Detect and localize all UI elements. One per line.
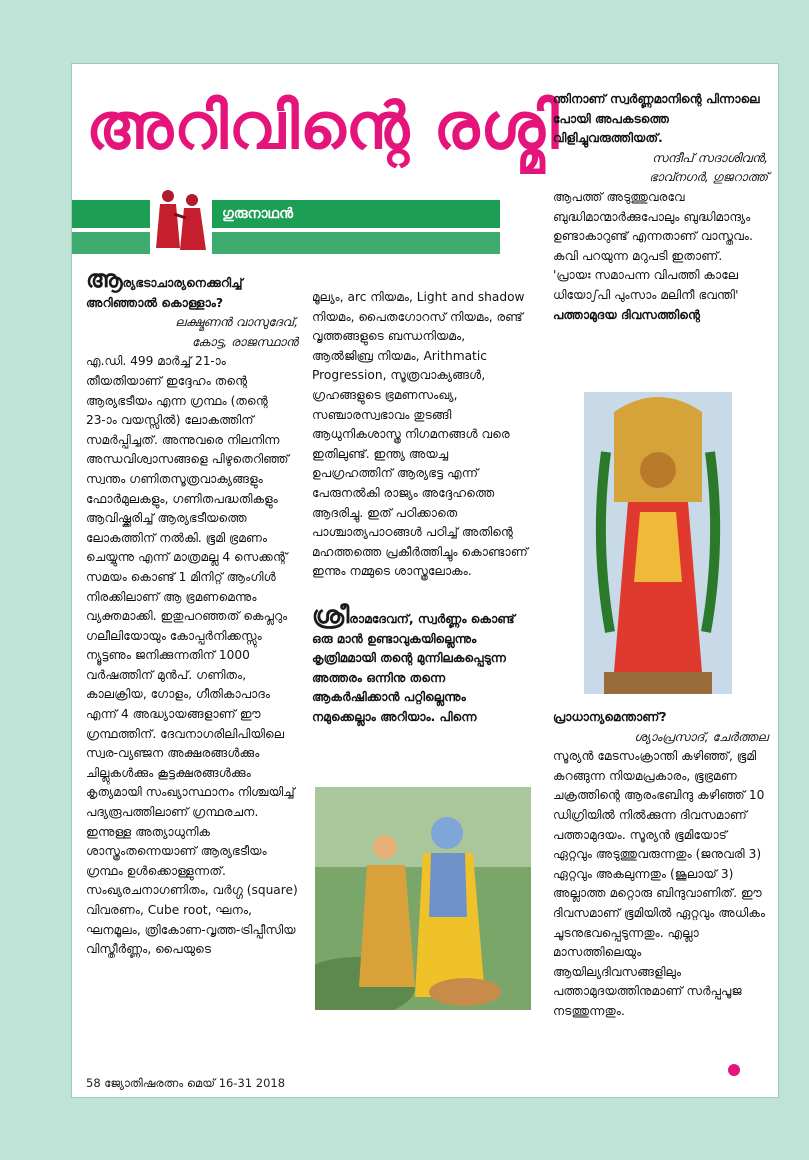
question-2: [312, 600, 530, 728]
dropcap-1: ആ: [86, 265, 123, 293]
dropcap-2: ശ്രീ: [312, 600, 350, 629]
signature-2b: ഭാവ്നഗർ, ഗുജറാത്ത്: [649, 170, 768, 185]
question-1-text: ര്യഭടാചാര്യനെക്കുറിച്ച് അറിഞ്ഞാൽ കൊള്ളാം?: [86, 276, 243, 310]
deity-photo: [584, 392, 732, 694]
answer-2: ആപത്ത് അടുത്തുവരവേ ബുദ്ധിമാന്മാർക്കുപോലും ബുദ്ധിമാന്ദ്യം ഉണ്ടാകാറുണ്ട് എന്നതാണ് വാസ്തവം. കവി പറയുന്ന മറുപടി ഇതാണ്.: [553, 189, 753, 263]
column-2: [312, 288, 530, 727]
question-2-cont: ന്തിനാണ് സ്വർണ്ണമാനിന്റെ പിന്നാലെ പോയി അപകടത്തെ വിളിച്ചുവരുത്തിയത്.: [553, 92, 760, 146]
question-3-cont: പ്രാധാന്യമെന്താണ്?: [553, 710, 667, 724]
answer-3: സൂര്യൻ മേടസംക്രാന്തി കഴിഞ്ഞ്, ഭൂമി കറങ്ങുന്ന നിയമപ്രകാരം, ഭൂഭ്രമണ ചക്രത്തിന്റെ ആരംഭബിന്ദു കഴിഞ്ഞ് 10 ഡിഗ്രിയിൽ നിൽക്കുന്ന ദിവസമാണ് പത്താമുദയം. സൂര്യൻ ഭൂമിയോട് ഏറ്റവും അടുത്തുവരുന്നതും (ജനുവരി 3) ഏറ്റവും അകലുന്നതും (ജൂലായ് 3) അല്ലാത്ത മറ്റൊരു ബിന്ദുവാണിത്. ഈ ദിവസമാണ് ഭൂമിയിൽ ഏറ്റവും അധികം ചൂടനുഭവപ്പെടുന്നതും. എല്ലാ മാസത്തിലെയും ആയില്യദിവസങ്ങളിലും പത്താമുദയത്തിനുമാണ് സർപ്പപൂജ നടത്തുന്നതും.: [553, 749, 766, 1018]
signature-3: ശ്യാംപ്രസാദ്, ചേർത്തല: [634, 729, 768, 744]
author-band-lower: [72, 232, 500, 254]
quote-line-1: 'പ്രായഃ സമാപന്ന വിപത്തി കാലേ: [553, 268, 739, 283]
question-3: പത്താമുദയ ദിവസത്തിന്റെ: [553, 307, 701, 322]
signature-1b: കോട്ട, രാജസ്ഥാൻ: [191, 334, 298, 349]
end-marker: [728, 1064, 740, 1076]
column-3-lower: [553, 708, 768, 1022]
krishna-arjuna-icon: [150, 184, 212, 254]
answer-1-part2: മൂല്യം, arc നിയമം, Light and shadow നിയമം, പൈതഗോറസ് നിയമം, രണ്ട് വൃത്തങ്ങളുടെ ബന്ധനിയമം, ആൽജിബ്ര നിയമം, Arithmatic Progression, സൂത്രവാക്യങ്ങൾ, ഗ്രഹങ്ങളുടെ ഭ്രമണസംഖ്യ, സഞ്ചാരസ്വഭാവം തുടങ്ങി ആധുനികശാസ്ത്ര നിഗമനങ്ങൾ വരെ ഇതിലുണ്ട്. ഇന്ത്യ അയച്ച ഉപഗ്രഹത്തിന് ആര്യഭട്ട എന്ന് പേരുനൽകി രാജ്യം അദ്ദേഹത്തെ ആദരിച്ചു. ഇത് പഠിക്കാതെ പാശ്ചാത്യപാഠങ്ങൾ പഠിച്ച് അതിന്റെ മഹത്തത്തെ പ്രകീർത്തിച്ചും കൊണ്ടാണ് ഇന്നും നമ്മുടെ ശാസ്ത്രലോകം.: [312, 290, 528, 579]
question-2-text: രാമദേവന്, സ്വർണ്ണം കൊണ്ട് ഒരു മാൻ ഉണ്ടാവുകയില്ലെന്നും കൃത്രിമമായി തന്റെ മുന്നിലകപ്പെടുന്ന അത്തരം ഒന്നിനു തന്നെ ആകർഷിക്കാൻ പറ്റില്ലെന്നും നമുക്കെല്ലാം അറിയാം. പിന്നെ: [312, 611, 515, 724]
page-footer: 58 ജ്യോതിഷരത്നം മെയ് 16-31 2018: [86, 1076, 286, 1090]
page-title: അറിവിന്റെ രശ്മി: [86, 90, 560, 164]
answer-1-part1: എ.ഡി. 499 മാർച്ച് 21-ാം തീയതിയാണ് ഇദ്ദേഹം തന്റെ ആര്യഭടീയം എന്ന ഗ്രന്ഥം (തന്റെ 23-ാം വയസ്സിൽ) ലോകത്തിന് സമർപ്പിച്ചത്. അന്നുവരെ നിലനിന്ന അന്ധവിശ്വാസങ്ങളെ പിഴുതെറിഞ്ഞ് സ്വന്തം ഗണിതസൂത്രവാക്യങ്ങളും ഫോർമുലകളും, ഗണിതപദ്ധതികളും ആവിഷ്ക്കരിച്ച് ആര്യഭടീയത്തെ ലോകത്തിന് നൽകി. ഭൂമി ഭ്രമണം ചെയ്യുന്നു എന്ന് മാത്രമല്ല 4 സെക്കന്റ് സമയം കൊണ്ട് 1 മിനിറ്റ് ആംഗിൾ നിരക്കിലാണ് ആ ഭ്രമണമെന്നും വ്യക്തമാക്കി. ഇതുപറഞ്ഞത് കെപ്ലറും ഗലീലിയോയും കോപ്പർനിക്കസ്സും ന്യൂട്ടണും ജനിക്കുന്നതിന് 1000 വർഷത്തിന് മുൻപ്. ഗണിതം, കാലക്രിയ, ഗോളം, ഗീതികാപാദം എന്ന് 4 അദ്ധ്യായങ്ങളാണ് ഈ ഗ്രന്ഥത്തിന്. ദേവനാഗരിലിപിയിലെ സ്വര-വ്യഞ്ജന അക്ഷരങ്ങൾക്കും ചില്ലുകൾക്കും കൂട്ടക്ഷരങ്ങൾക്കും കൃത്യമായി സംഖ്യാസ്ഥാനം നിശ്ചയിച്ച് പദ്യരൂപത്തിലാണ് ഗ്രന്ഥരചന. ഇന്നുള്ള അത്യാധുനിക ശാസ്ത്രംതന്നെയാണ് ആര്യഭടീയം ഗ്രന്ഥം ഉൾക്കൊള്ളുന്നത്. സംഖ്യരചനാഗണിതം, വർഗ്ഗ (square) വിവരണം, Cube root, ഘനം, ഘനമൂലം, ത്രികോണ-വൃത്ത-ട്രിപ്പീസിയ വിസ്തീർണ്ണം, പൈയുടെ: [86, 354, 298, 957]
quote-line-2: ധിയോഽപി പുംസാം മലിനീ ഭവന്തി': [553, 287, 739, 302]
rama-sita-painting: [315, 787, 531, 1010]
signature-1a: ലക്ഷ്മണൻ വാസുദേവ്,: [175, 315, 298, 330]
signature-2a: സന്ദീപ് സദാശിവൻ,: [652, 150, 768, 165]
column-3: [553, 90, 768, 325]
question-1: [86, 265, 298, 313]
author-name: ഗുരുനാഥൻ: [222, 206, 293, 222]
column-1: [86, 265, 298, 960]
